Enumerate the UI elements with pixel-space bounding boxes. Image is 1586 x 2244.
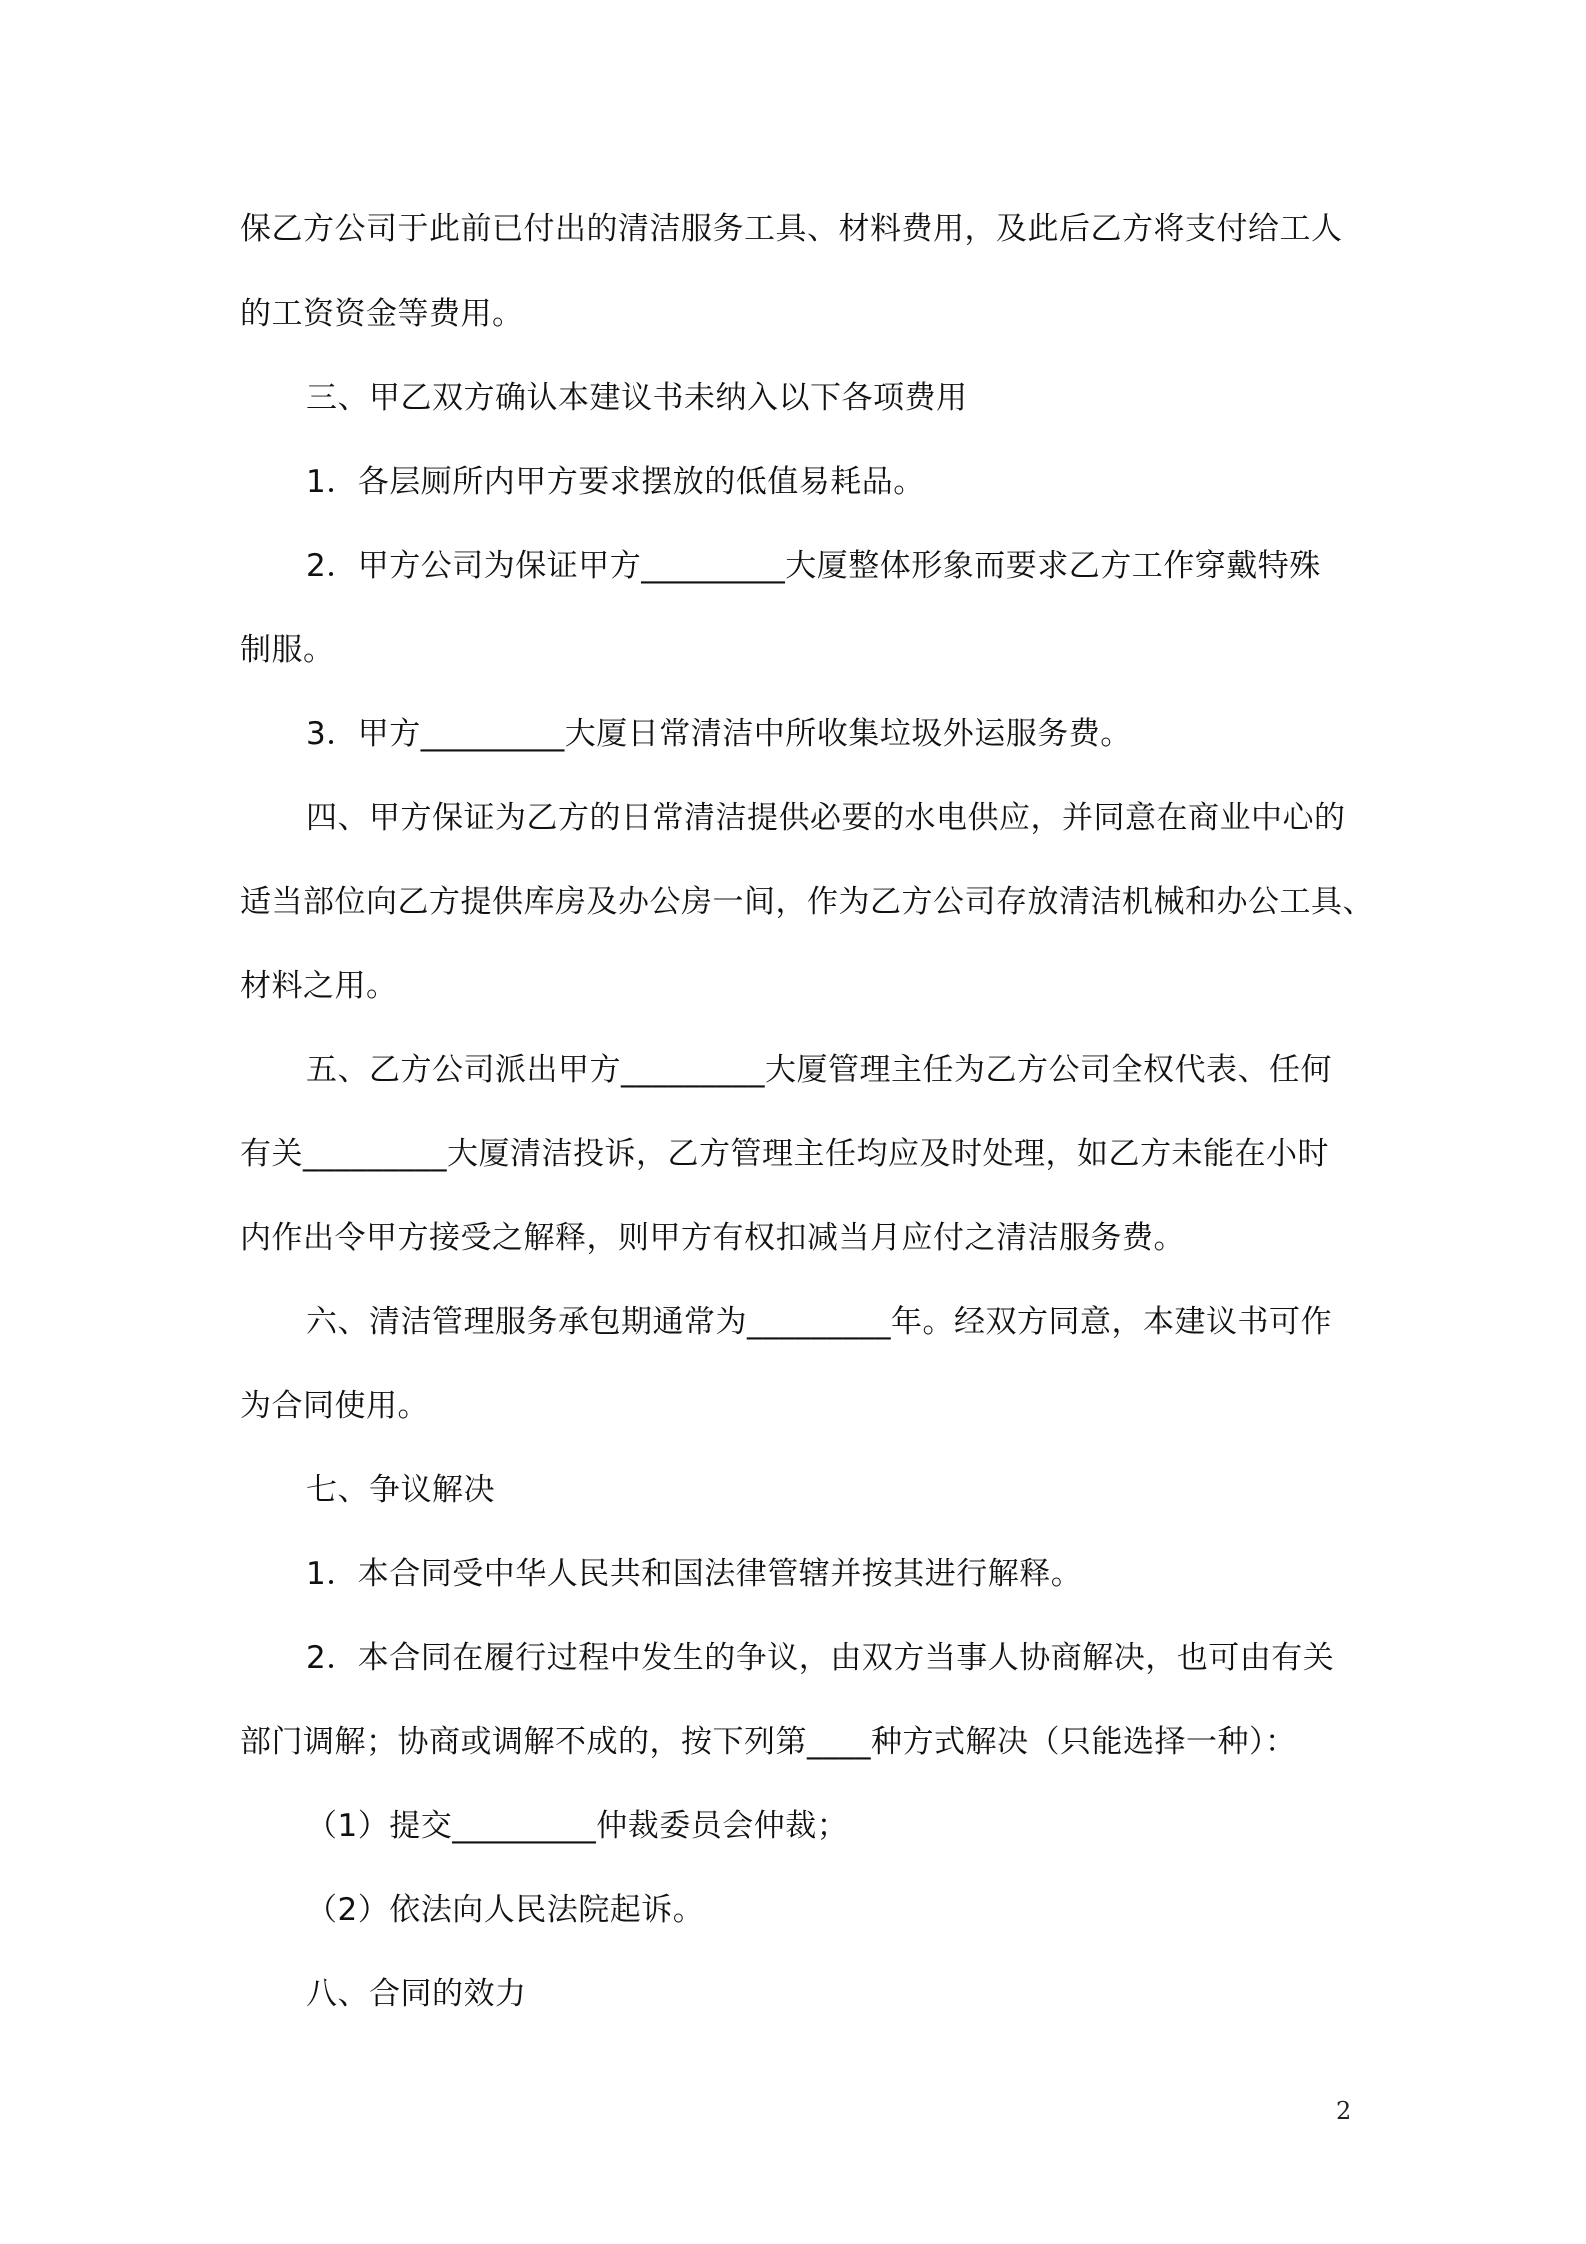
text-line: 制服。 bbox=[240, 632, 335, 668]
text-line: 有关_________大厦清洁投诉，乙方管理主任均应及时处理，如乙方未能在小时 bbox=[240, 1136, 1329, 1172]
text-line: 3．甲方_________大厦日常清洁中所收集垃圾外运服务费。 bbox=[306, 716, 1132, 752]
text-line: （2）依法向人民法院起诉。 bbox=[306, 1892, 705, 1928]
section-heading: 六、清洁管理服务承包期通常为_________年。经双方同意，本建议书可作 bbox=[306, 1304, 1332, 1340]
section-heading: 八、合同的效力 bbox=[306, 1976, 527, 2012]
text-line: 2．甲方公司为保证甲方_________大厦整体形象而要求乙方工作穿戴特殊 bbox=[306, 548, 1321, 584]
section-heading: 五、乙方公司派出甲方_________大厦管理主任为乙方公司全权代表、任何 bbox=[306, 1052, 1332, 1088]
text-line: 材料之用。 bbox=[240, 968, 398, 1004]
text-line: 保乙方公司于此前已付出的清洁服务工具、材料费用，及此后乙方将支付给工人 bbox=[240, 211, 1343, 247]
text-line: 部门调解；协商或调解不成的，按下列第____种方式解决（只能选择一种）： bbox=[240, 1724, 1297, 1760]
text-line: 内作出令甲方接受之解释，则甲方有权扣减当月应付之清洁服务费。 bbox=[240, 1220, 1185, 1256]
text-line: （1）提交_________仲裁委员会仲裁； bbox=[306, 1808, 849, 1844]
section-heading: 三、甲乙双方确认本建议书未纳入以下各项费用 bbox=[306, 380, 968, 416]
text-line: 适当部位向乙方提供库房及办公房一间，作为乙方公司存放清洁机械和办公工具、 bbox=[240, 884, 1374, 920]
text-line: 1．本合同受中华人民共和国法律管辖并按其进行解释。 bbox=[306, 1556, 1083, 1592]
text-line: 的工资资金等费用。 bbox=[240, 296, 524, 332]
section-heading: 四、甲方保证为乙方的日常清洁提供必要的水电供应，并同意在商业中心的 bbox=[306, 800, 1346, 836]
page-number: 2 bbox=[1336, 2097, 1352, 2125]
text-line: 1．各层厕所内甲方要求摆放的低值易耗品。 bbox=[306, 464, 925, 500]
text-line: 2．本合同在履行过程中发生的争议，由双方当事人协商解决，也可由有关 bbox=[306, 1640, 1335, 1676]
text-line: 为合同使用。 bbox=[240, 1388, 429, 1424]
section-heading: 七、争议解决 bbox=[306, 1472, 495, 1508]
